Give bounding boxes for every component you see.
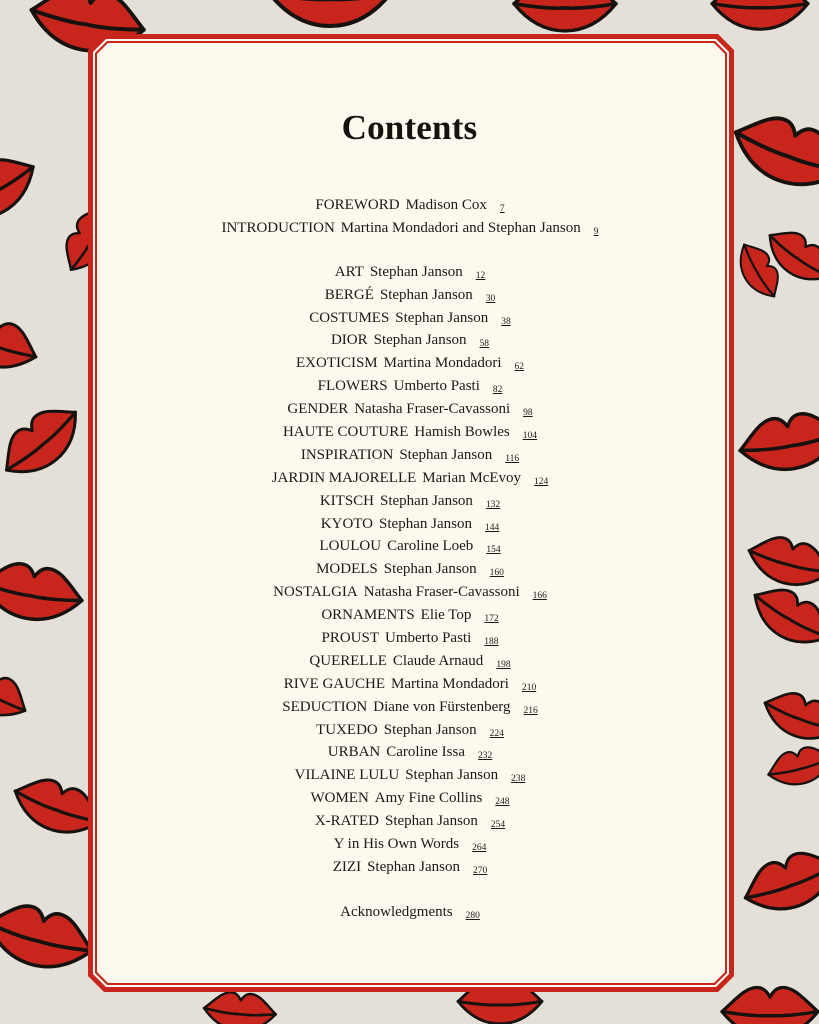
toc-entry-title: FLOWERS bbox=[317, 378, 388, 395]
toc-entry-author: Natasha Fraser-Cavassoni bbox=[363, 584, 520, 601]
toc-entry-author: Umberto Pasti bbox=[385, 630, 472, 647]
toc-entry-page-number: 38 bbox=[501, 316, 511, 327]
toc-entry-title: KYOTO bbox=[320, 515, 374, 532]
toc-entry-page-number: 160 bbox=[489, 568, 504, 579]
toc-entry bbox=[96, 217, 724, 240]
toc-entry bbox=[96, 741, 724, 764]
toc-entry-page-number: 12 bbox=[475, 270, 486, 281]
toc-entry-page-number: 124 bbox=[534, 476, 549, 487]
toc-entry-page-number: 280 bbox=[465, 910, 480, 921]
toc-entry bbox=[96, 856, 724, 879]
front-matter-list bbox=[96, 194, 724, 240]
lips-motif bbox=[0, 305, 44, 380]
toc-entry bbox=[96, 535, 724, 558]
toc-entry-page-number: 132 bbox=[485, 499, 501, 510]
toc-entry-author: Stephan Janson bbox=[367, 858, 460, 875]
lips-motif bbox=[270, 0, 390, 26]
lips-motif bbox=[514, 0, 616, 31]
toc-entry-author: Elie Top bbox=[420, 607, 472, 624]
toc-entry-author: Stephan Janson bbox=[383, 721, 477, 738]
table-of-contents bbox=[96, 194, 724, 924]
lips-motif bbox=[764, 742, 819, 792]
toc-entry bbox=[96, 307, 724, 330]
section-spacer bbox=[96, 879, 724, 901]
chapter-list bbox=[96, 261, 724, 879]
toc-entry bbox=[96, 558, 724, 581]
toc-entry-page-number: 144 bbox=[484, 522, 500, 533]
toc-entry-author: Madison Cox bbox=[405, 197, 487, 213]
toc-entry-page-number: 104 bbox=[522, 431, 538, 442]
toc-entry bbox=[96, 764, 724, 787]
toc-entry-page-number: 264 bbox=[472, 843, 487, 854]
toc-entry-title: WOMEN bbox=[310, 790, 369, 807]
lips-motif bbox=[722, 987, 818, 1024]
toc-entry-page-number: 172 bbox=[484, 614, 499, 625]
lips-motif bbox=[758, 684, 819, 749]
toc-entry-author: Stephan Janson bbox=[380, 492, 473, 509]
toc-entry-title: Y in His Own Words bbox=[333, 836, 460, 853]
toc-entry-page-number: 224 bbox=[489, 728, 504, 739]
toc-entry bbox=[96, 787, 724, 810]
toc-entry-title: QUERELLE bbox=[309, 652, 387, 669]
lips-motif bbox=[744, 577, 819, 657]
toc-entry-page-number: 248 bbox=[495, 797, 510, 808]
toc-entry bbox=[96, 833, 724, 856]
lips-motif bbox=[0, 558, 86, 628]
toc-entry bbox=[96, 627, 724, 650]
toc-entry-title: ZIZI bbox=[332, 858, 362, 875]
toc-entry bbox=[96, 673, 724, 696]
toc-entry-title: BERGÉ bbox=[324, 286, 374, 303]
toc-entry-author: Martina Mondadori and Stephan Janson bbox=[340, 219, 581, 236]
toc-entry-title: PROUST bbox=[321, 630, 380, 647]
toc-entry-title: Acknowledgments bbox=[340, 903, 453, 920]
toc-entry-author: Caroline Issa bbox=[386, 744, 465, 761]
toc-entry-title: VILAINE LULU bbox=[294, 767, 400, 784]
lips-motif bbox=[0, 146, 45, 235]
toc-entry-title: TUXEDO bbox=[316, 721, 378, 738]
toc-entry bbox=[96, 719, 724, 742]
toc-entry-author: Martina Mondadori bbox=[391, 675, 509, 692]
toc-entry bbox=[96, 604, 724, 627]
toc-entry bbox=[96, 650, 724, 673]
toc-entry-page-number: 98 bbox=[523, 408, 533, 419]
toc-entry-title: ART bbox=[334, 263, 364, 280]
toc-entry-page-number: 62 bbox=[514, 362, 525, 373]
lips-motif bbox=[737, 842, 819, 922]
toc-entry bbox=[96, 444, 724, 467]
toc-entry-author: Diane von Fürstenberg bbox=[373, 698, 511, 715]
toc-entry-author: Stephan Janson bbox=[399, 446, 493, 463]
back-matter-list bbox=[96, 901, 724, 924]
toc-entry-page-number: 9 bbox=[593, 226, 599, 237]
toc-entry-title: EXOTICISM bbox=[295, 355, 378, 372]
toc-entry bbox=[96, 696, 724, 719]
lips-motif bbox=[0, 395, 91, 489]
toc-entry bbox=[96, 194, 724, 217]
toc-entry-title: DIOR bbox=[330, 332, 368, 349]
toc-entry-author: Caroline Loeb bbox=[387, 538, 474, 555]
toc-entry-title: GENDER bbox=[287, 401, 349, 418]
toc-entry-author: Stephan Janson bbox=[373, 332, 467, 349]
toc-entry-page-number: 238 bbox=[511, 774, 526, 785]
toc-entry bbox=[96, 901, 724, 924]
toc-entry-page-number: 154 bbox=[486, 545, 501, 556]
toc-entry-author: Stephan Janson bbox=[395, 309, 489, 326]
toc-entry-title: SEDUCTION bbox=[282, 698, 368, 715]
toc-entry bbox=[96, 421, 724, 444]
toc-entry-title: ORNAMENTS bbox=[321, 607, 415, 624]
toc-entry bbox=[96, 490, 724, 513]
toc-entry-author: Claude Arnaud bbox=[392, 652, 484, 669]
lips-motif bbox=[0, 897, 99, 979]
toc-entry-page-number: 216 bbox=[523, 705, 538, 716]
toc-entry-page-number: 232 bbox=[478, 751, 493, 762]
toc-entry-author: Amy Fine Collins bbox=[374, 790, 483, 807]
lips-motif bbox=[202, 990, 277, 1024]
toc-entry-author: Stephan Janson bbox=[383, 561, 477, 578]
toc-entry-page-number: 166 bbox=[532, 591, 547, 602]
toc-entry bbox=[96, 261, 724, 284]
toc-entry-author: Stephan Janson bbox=[405, 767, 499, 784]
toc-entry-title: KITSCH bbox=[319, 492, 374, 509]
toc-entry-page-number: 30 bbox=[485, 293, 496, 304]
toc-entry-title: INSPIRATION bbox=[300, 446, 394, 463]
toc-entry-title: NOSTALGIA bbox=[273, 584, 358, 601]
toc-entry-title: HAUTE COUTURE bbox=[282, 424, 409, 441]
toc-entry-page-number: 116 bbox=[505, 453, 520, 464]
lips-motif bbox=[0, 655, 35, 729]
toc-entry-title: COSTUMES bbox=[309, 309, 390, 326]
toc-entry-title: FOREWORD bbox=[315, 197, 400, 213]
toc-entry-author: Marian McEvoy bbox=[422, 469, 522, 486]
toc-entry-page-number: 254 bbox=[490, 820, 506, 831]
toc-entry-author: Stephan Janson bbox=[369, 263, 463, 280]
lips-motif bbox=[712, 0, 808, 29]
toc-entry bbox=[96, 375, 724, 398]
toc-entry bbox=[96, 810, 724, 833]
toc-entry-title: LOULOU bbox=[319, 538, 382, 555]
toc-entry bbox=[96, 284, 724, 307]
toc-entry-author: Natasha Fraser-Cavassoni bbox=[354, 401, 511, 418]
toc-entry bbox=[96, 398, 724, 421]
toc-entry-title: X-RATED bbox=[314, 813, 379, 830]
toc-entry-title: MODELS bbox=[316, 561, 378, 578]
toc-entry-page-number: 188 bbox=[484, 637, 499, 648]
toc-entry-title: INTRODUCTION bbox=[221, 219, 335, 236]
toc-entry-title: URBAN bbox=[327, 744, 381, 761]
toc-entry-page-number: 270 bbox=[473, 865, 488, 876]
toc-entry-page-number: 58 bbox=[479, 339, 490, 350]
toc-entry-author: Stephan Janson bbox=[385, 813, 478, 830]
section-spacer bbox=[96, 240, 724, 261]
toc-entry-author: Stephan Janson bbox=[379, 515, 472, 532]
toc-entry bbox=[96, 581, 724, 604]
toc-entry-author: Umberto Pasti bbox=[393, 378, 480, 395]
lips-motif bbox=[736, 408, 819, 478]
page-title: Contents bbox=[341, 108, 478, 147]
toc-entry bbox=[96, 352, 724, 375]
toc-entry-title: JARDIN MAJORELLE bbox=[271, 469, 417, 486]
toc-entry bbox=[96, 467, 724, 490]
lips-motif bbox=[743, 530, 819, 594]
toc-entry-author: Stephan Janson bbox=[379, 286, 473, 303]
toc-entry-author: Martina Mondadori bbox=[383, 355, 502, 372]
toc-entry-page-number: 210 bbox=[521, 682, 537, 693]
toc-entry-author: Hamish Bowles bbox=[414, 424, 510, 441]
toc-entry bbox=[96, 329, 724, 352]
toc-entry-page-number: 82 bbox=[492, 385, 503, 396]
toc-entry-title: RIVE GAUCHE bbox=[283, 675, 386, 692]
toc-entry-page-number: 7 bbox=[499, 204, 505, 214]
toc-entry-page-number: 198 bbox=[496, 659, 511, 670]
toc-entry bbox=[96, 513, 724, 536]
